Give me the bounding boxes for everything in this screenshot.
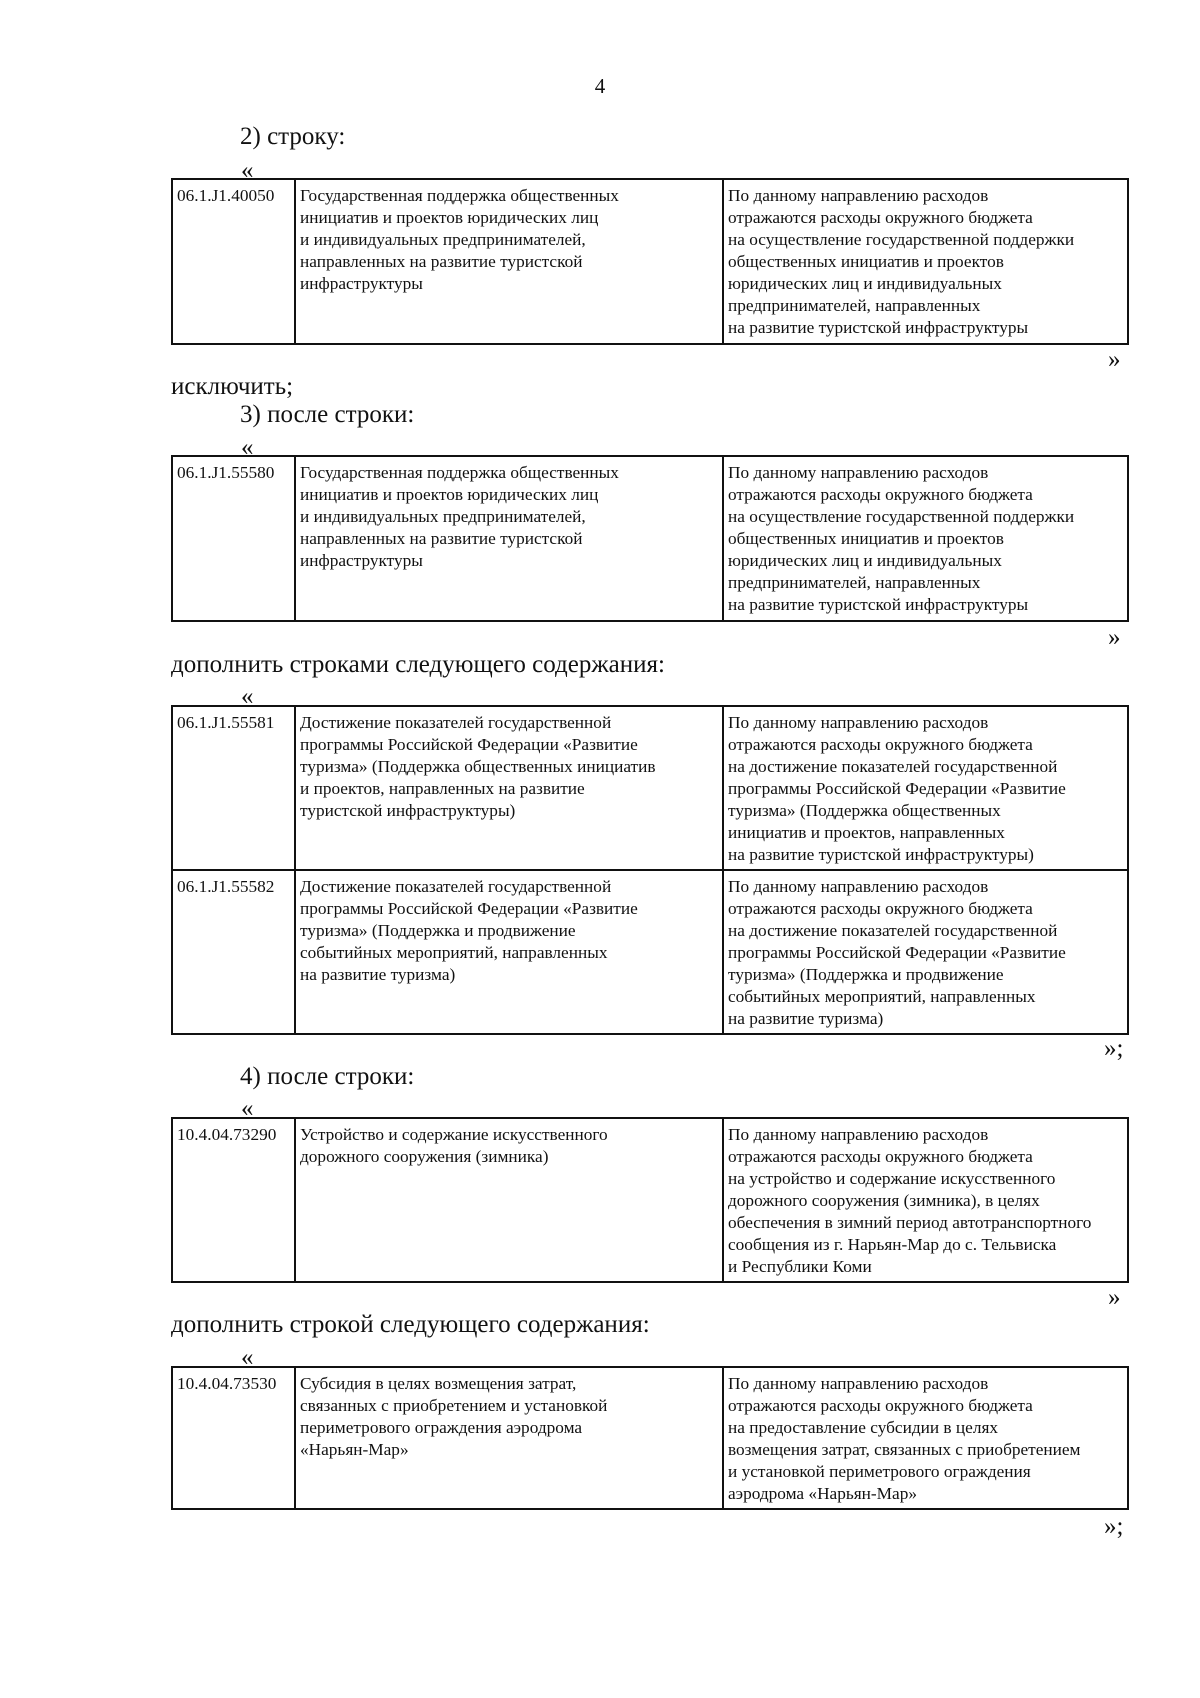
row-code: 10.4.04.73530 <box>172 1367 295 1509</box>
row-code: 06.1.J1.55582 <box>172 870 295 1034</box>
close-quote: » <box>1108 346 1121 373</box>
table-5 <box>171 1366 1129 1510</box>
row-code: 06.1.J1.55581 <box>172 706 295 870</box>
row-name: Достижение показателей государственной программы Российской Федерации «Развитие туризма» (Поддержка и продвижение событийных мероприятий, направленных на развитие туризма) <box>295 870 723 1034</box>
row-description: По данному направлению расходов отражаются расходы окружного бюджета на устройство и содержание искусственного дорожного сооружения (зимника), в целях обеспечения в зимний период автотранспортного сообщения из г. Нарьян-Мар до с. Тельвиска и Республики Коми <box>723 1118 1128 1282</box>
row-code: 10.4.04.73290 <box>172 1118 295 1282</box>
add-row-text: дополнить строкой следующего содержания: <box>171 1311 650 1338</box>
section-2-heading: 2) строку: <box>240 123 346 150</box>
close-quote: » <box>1108 624 1121 651</box>
open-quote: « <box>241 157 254 184</box>
row-code: 06.1.J1.40050 <box>172 179 295 344</box>
table-row <box>172 1118 1128 1282</box>
table-row <box>172 456 1128 621</box>
page-number: 4 <box>594 74 606 98</box>
table-row <box>172 870 1128 1034</box>
row-description: По данному направлению расходов отражаются расходы окружного бюджета на осуществление государственной поддержки общественных инициатив и проектов юридических лиц и индивидуальных предпринимателей, направленных на развитие туристской инфраструктуры <box>723 179 1128 344</box>
section-4-heading: 4) после строки: <box>240 1063 415 1090</box>
open-quote: « <box>241 434 254 461</box>
table-1 <box>171 178 1129 345</box>
row-code: 06.1.J1.55580 <box>172 456 295 621</box>
open-quote: « <box>241 1344 254 1371</box>
row-description: По данному направлению расходов отражаются расходы окружного бюджета на предоставление субсидии в целях возмещения затрат, связанных с приобретением и установкой периметрового ограждения аэродрома «Нарьян-Мар» <box>723 1367 1128 1509</box>
close-quote: »; <box>1104 1513 1124 1540</box>
row-name: Достижение показателей государственной программы Российской Федерации «Развитие туризма» (Поддержка общественных инициатив и проектов, направленных на развитие туристской инфраструктуры) <box>295 706 723 870</box>
row-description: По данному направлению расходов отражаются расходы окружного бюджета на осуществление государственной поддержки общественных инициатив и проектов юридических лиц и индивидуальных предпринимателей, направленных на развитие туристской инфраструктуры <box>723 456 1128 621</box>
row-name: Государственная поддержка общественных инициатив и проектов юридических лиц и индивидуальных предпринимателей, направленных на развитие туристской инфраструктуры <box>295 456 723 621</box>
row-name: Государственная поддержка общественных инициатив и проектов юридических лиц и индивидуальных предпринимателей, направленных на развитие туристской инфраструктуры <box>295 179 723 344</box>
open-quote: « <box>241 1095 254 1122</box>
row-description: По данному направлению расходов отражаются расходы окружного бюджета на достижение показателей государственной программы Российской Федерации «Развитие туризма» (Поддержка и продвижение событийных мероприятий, направленных на развитие туризма) <box>723 870 1128 1034</box>
row-description: По данному направлению расходов отражаются расходы окружного бюджета на достижение показателей государственной программы Российской Федерации «Развитие туризма» (Поддержка общественных инициатив и проектов, направленных на развитие туристской инфраструктуры) <box>723 706 1128 870</box>
exclude-text: исключить; <box>171 373 294 400</box>
table-2 <box>171 455 1129 622</box>
row-name: Устройство и содержание искусственного дорожного сооружения (зимника) <box>295 1118 723 1282</box>
close-quote: »; <box>1104 1035 1124 1062</box>
open-quote: « <box>241 683 254 710</box>
section-3-heading: 3) после строки: <box>240 401 415 428</box>
close-quote: » <box>1108 1284 1121 1311</box>
row-name: Субсидия в целях возмещения затрат, связанных с приобретением и установкой периметрового ограждения аэродрома «Нарьян-Мар» <box>295 1367 723 1509</box>
table-row <box>172 706 1128 870</box>
table-4 <box>171 1117 1129 1283</box>
add-rows-text: дополнить строками следующего содержания: <box>171 651 665 678</box>
table-row <box>172 1367 1128 1509</box>
table-row <box>172 179 1128 344</box>
table-3 <box>171 705 1129 1035</box>
